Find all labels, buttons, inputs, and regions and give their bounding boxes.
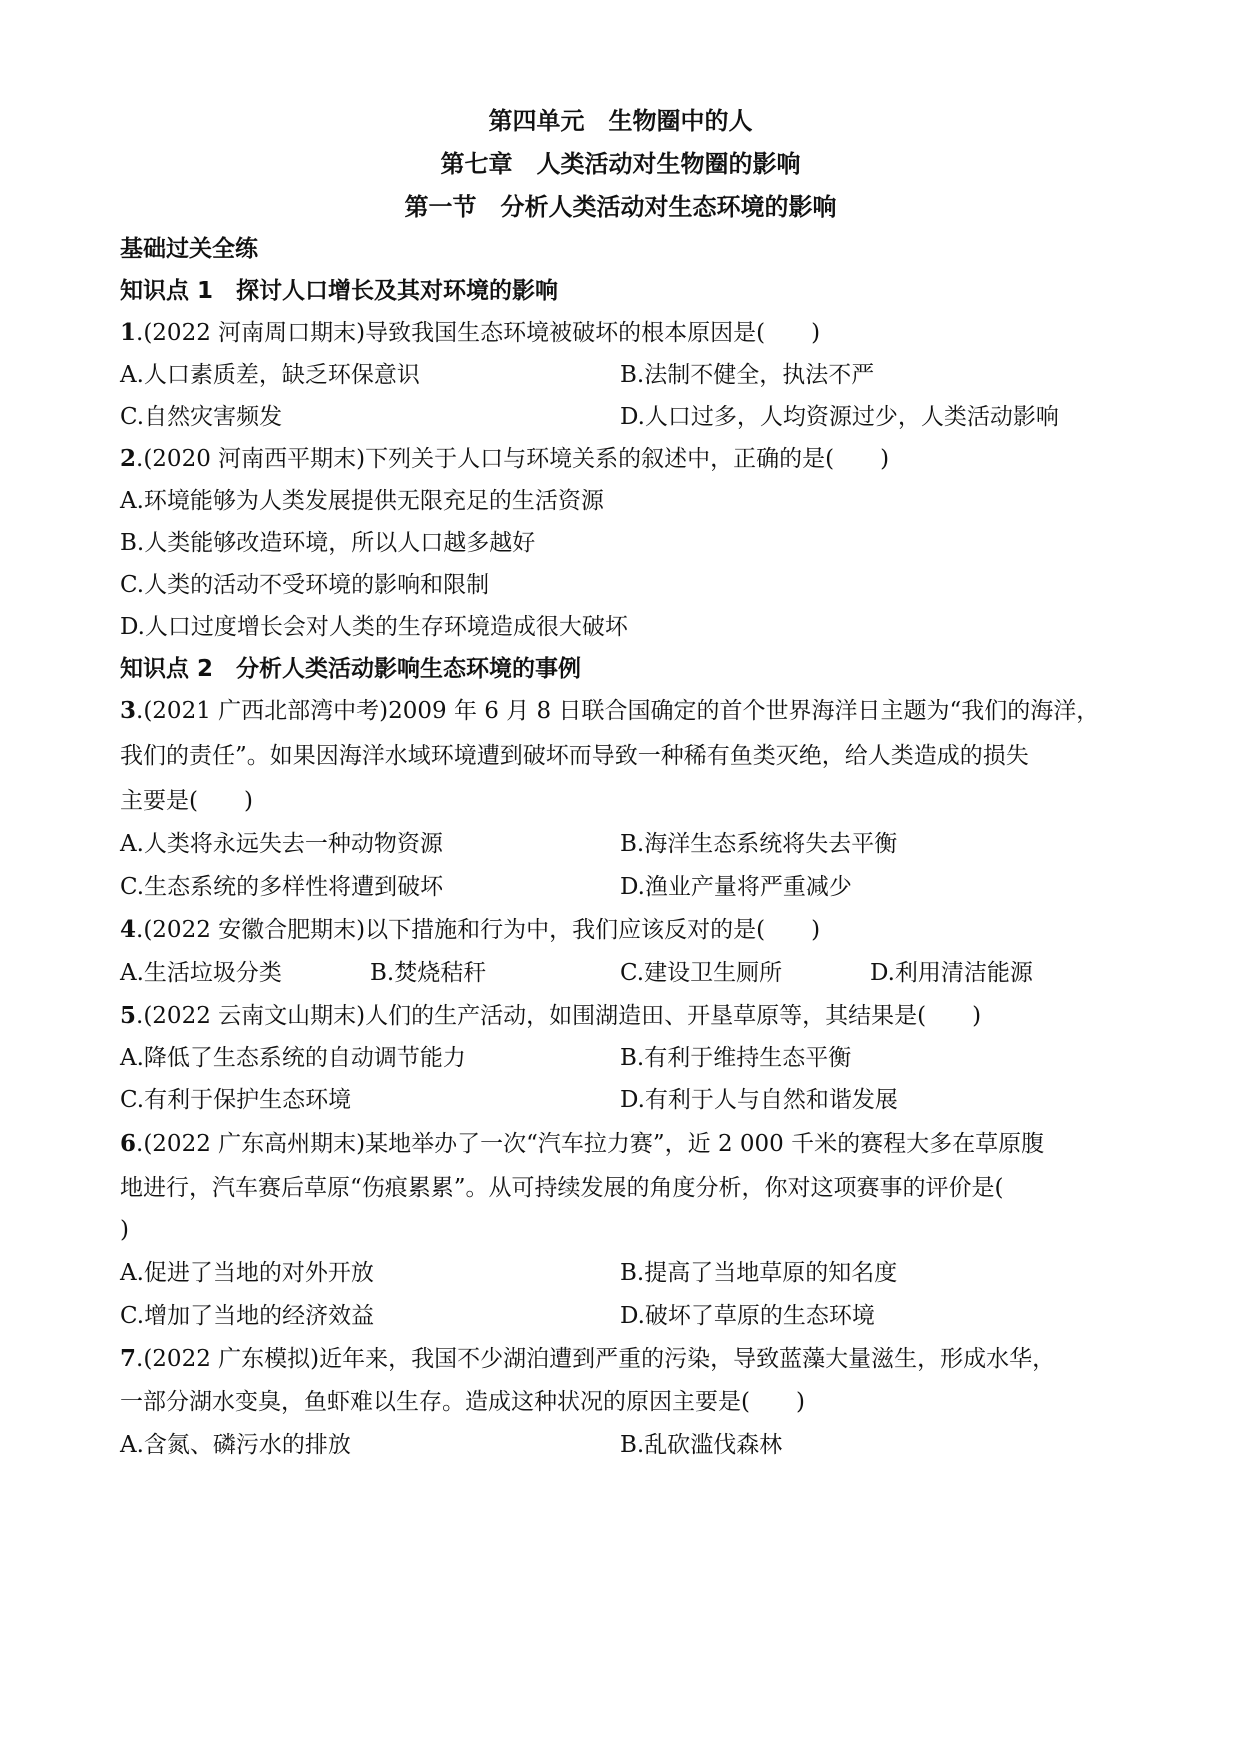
q1-option-a: A.人口素质差，缺乏环保意识 xyxy=(120,362,420,388)
question-text: .(2022 河南周口期末)导致我国生态环境被破坏的根本原因是( ) xyxy=(136,320,821,346)
chapter-title: 第七章 人类活动对生物圈的影响 xyxy=(440,150,801,178)
q6-option-b: B.提高了当地草原的知名度 xyxy=(620,1260,898,1286)
q5-option-d: D.有利于人与自然和谐发展 xyxy=(620,1087,898,1113)
question-text: .(2022 广东高州期末)某地举办了一次“汽车拉力赛”，近 2 000 千米的赛程大多在草原腹 xyxy=(136,1131,1045,1157)
q7-option-a: A.含氮、磷污水的排放 xyxy=(120,1432,351,1458)
knowledge-point-2: 知识点 2 分析人类活动影响生态环境的事例 xyxy=(120,656,582,682)
question-3-text-line-2: 我们的责任”。如果因海洋水域环境遭到破坏而导致一种稀有鱼类灭绝，给人类造成的损失 xyxy=(120,743,1029,769)
question-text: .(2022 安徽合肥期末)以下措施和行为中，我们应该反对的是( ) xyxy=(136,917,821,943)
q2-option-d: D.人口过度增长会对人类的生存环境造成很大破坏 xyxy=(120,614,628,640)
question-number: 3 xyxy=(120,697,137,724)
q6-option-a: A.促进了当地的对外开放 xyxy=(120,1260,374,1286)
q1-option-b: B.法制不健全，执法不严 xyxy=(620,362,875,388)
question-6-text-line-3: ) xyxy=(120,1217,129,1243)
question-number: 7 xyxy=(120,1345,137,1372)
question-6-text-line-2: 地进行，汽车赛后草原“伤痕累累”。从可持续发展的角度分析，你对这项赛事的评价是( xyxy=(120,1175,1004,1201)
q3-option-b: B.海洋生态系统将失去平衡 xyxy=(620,831,898,857)
q7-option-b: B.乱砍滥伐森林 xyxy=(620,1432,783,1458)
question-number: 4 xyxy=(120,916,137,943)
question-text: .(2022 广东模拟)近年来，我国不少湖泊遭到严重的污染，导致蓝藻大量滋生，形成水华， xyxy=(136,1346,1056,1372)
question-1-stem xyxy=(120,318,820,348)
question-number: 5 xyxy=(120,1002,137,1029)
question-5-stem xyxy=(120,1001,981,1031)
q3-option-a: A.人类将永远失去一种动物资源 xyxy=(120,831,443,857)
question-2-stem xyxy=(120,444,889,474)
q3-option-c: C.生态系统的多样性将遭到破坏 xyxy=(120,874,444,900)
question-7-stem xyxy=(120,1344,1055,1374)
q5-option-c: C.有利于保护生态环境 xyxy=(120,1087,352,1113)
q4-option-b: B.焚烧秸秆 xyxy=(370,960,487,986)
question-number: 6 xyxy=(120,1130,137,1157)
q2-option-b: B.人类能够改造环境，所以人口越多越好 xyxy=(120,530,536,556)
unit-title: 第四单元 生物圈中的人 xyxy=(488,107,753,135)
question-3-stem xyxy=(120,696,1099,726)
question-text: .(2020 河南西平期末)下列关于人口与环境关系的叙述中，正确的是( ) xyxy=(136,446,890,472)
q2-option-c: C.人类的活动不受环境的影响和限制 xyxy=(120,572,490,598)
q1-option-c: C.自然灾害频发 xyxy=(120,404,283,430)
knowledge-point-1: 知识点 1 探讨人口增长及其对环境的影响 xyxy=(120,278,559,304)
question-text: .(2021 广西北部湾中考)2009 年 6 月 8 日联合国确定的首个世界海洋日主题为“我们的海洋， xyxy=(136,698,1100,724)
q5-option-a: A.降低了生态系统的自动调节能力 xyxy=(120,1045,466,1071)
question-7-text-line-2: 一部分湖水变臭，鱼虾难以生存。造成这种状况的原因主要是( ) xyxy=(120,1389,805,1415)
q4-option-d: D.利用清洁能源 xyxy=(870,960,1033,986)
question-number: 1 xyxy=(120,319,137,346)
q4-option-a: A.生活垃圾分类 xyxy=(120,960,282,986)
q6-option-c: C.增加了当地的经济效益 xyxy=(120,1303,375,1329)
q3-option-d: D.渔业产量将严重减少 xyxy=(620,874,852,900)
q2-option-a: A.环境能够为人类发展提供无限充足的生活资源 xyxy=(120,488,604,514)
question-6-stem xyxy=(120,1129,1044,1159)
q4-option-c: C.建设卫生厕所 xyxy=(620,960,783,986)
q1-option-d: D.人口过多，人均资源过少，人类活动影响 xyxy=(620,404,1059,430)
q5-option-b: B.有利于维持生态平衡 xyxy=(620,1045,852,1071)
q6-option-d: D.破坏了草原的生态环境 xyxy=(620,1303,875,1329)
question-number: 2 xyxy=(120,445,137,472)
practice-heading: 基础过关全练 xyxy=(120,236,258,262)
question-4-stem xyxy=(120,915,820,945)
section-title: 第一节 分析人类活动对生态环境的影响 xyxy=(404,193,837,221)
question-text: .(2022 云南文山期末)人们的生产活动，如围湖造田、开垦草原等，其结果是( ) xyxy=(136,1003,982,1029)
question-3-text-line-3: 主要是( ) xyxy=(120,788,253,814)
